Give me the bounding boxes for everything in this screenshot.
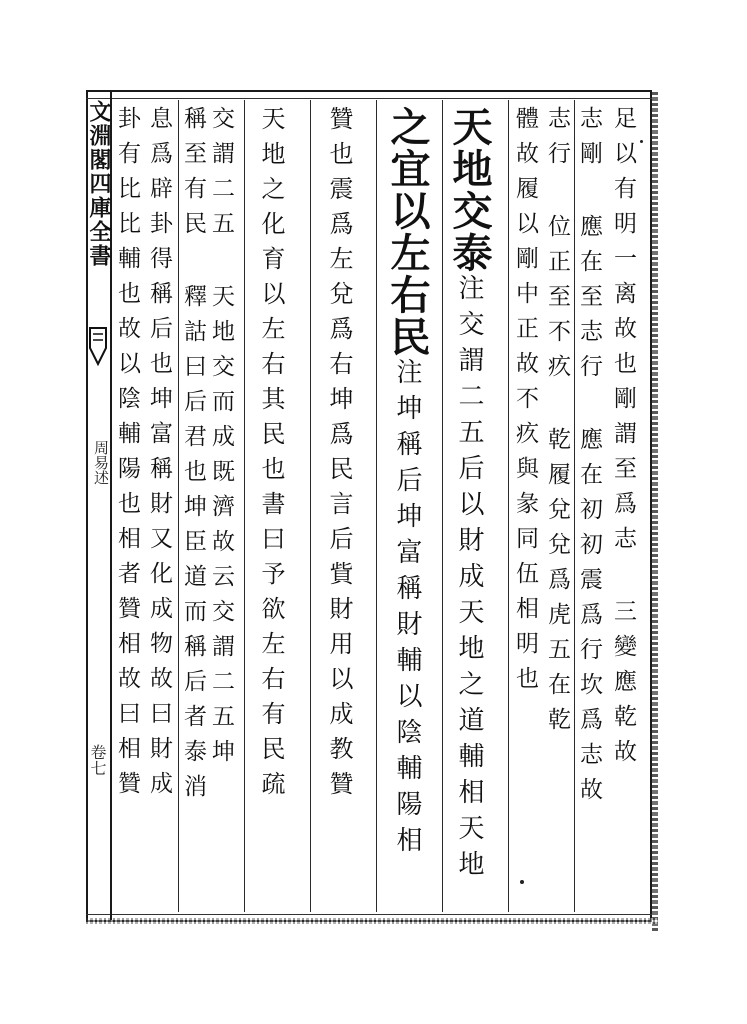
text-column-2: 志剛 應在至志行 應在初初震爲行坎爲志故 xyxy=(576,106,602,812)
text-column-12: 卦有比比輔也故以陰輔陽也相者贊相故曰相贊 xyxy=(114,106,140,806)
main-text-tiandi-jiaotai: 天地交泰 xyxy=(446,106,493,274)
text-column-6 xyxy=(384,106,431,862)
text-column-8: 天地之化育以左右其民也書曰予欲左右有民疏 xyxy=(257,106,285,806)
scan-edge-right xyxy=(652,92,658,932)
column-rule xyxy=(310,100,311,912)
text-column-9: 交謂二五 天地交而成既濟故云交謂二五坤 xyxy=(208,106,234,774)
ink-speck xyxy=(520,880,524,884)
spine-collection-title: 文淵閣四庫全書 xyxy=(86,100,112,268)
text-column-1: 足以有明一离故也剛謂至爲志 三變應乾故 xyxy=(610,106,636,774)
fish-tail-mark-icon xyxy=(88,326,108,366)
text-column-3: 志行 位正至不疚 乾履兌兌爲虎五在乾 xyxy=(544,106,570,742)
text-column-7: 贊也震爲左兌爲右坤爲民言后貲財用以成教贊 xyxy=(325,106,353,806)
scan-edge-bottom xyxy=(86,918,658,924)
column-rule xyxy=(178,100,179,912)
column-rule xyxy=(574,100,575,912)
frame-bottom-line xyxy=(86,914,652,915)
text-column-11: 息爲辟卦得稱后也坤富稱財又化成物故曰財成 xyxy=(146,106,172,806)
commentary-text-2: 注坤稱后坤富稱財輔以陰輔陽相 xyxy=(392,358,422,862)
text-column-5 xyxy=(446,106,493,886)
column-rule xyxy=(244,100,245,912)
column-rule xyxy=(376,100,377,912)
column-rule xyxy=(442,100,443,912)
column-rule xyxy=(508,100,509,912)
ink-speck xyxy=(640,140,643,143)
spine-book-title: 周易述 xyxy=(92,440,110,485)
text-column-10: 稱至有民 釋詁曰后君也坤臣道而稱后者泰消 xyxy=(180,106,206,809)
spine-page-marker: 卷七 xyxy=(88,744,107,776)
text-column-4: 體故履以剛中正故不疚與彖同伍相明也 xyxy=(512,106,538,701)
main-text-zhiyi: 之宜以左右民 xyxy=(384,106,431,358)
commentary-text-1: 注交謂二五后以財成天地之道輔相天地 xyxy=(454,274,484,886)
frame-top-line xyxy=(86,98,652,99)
